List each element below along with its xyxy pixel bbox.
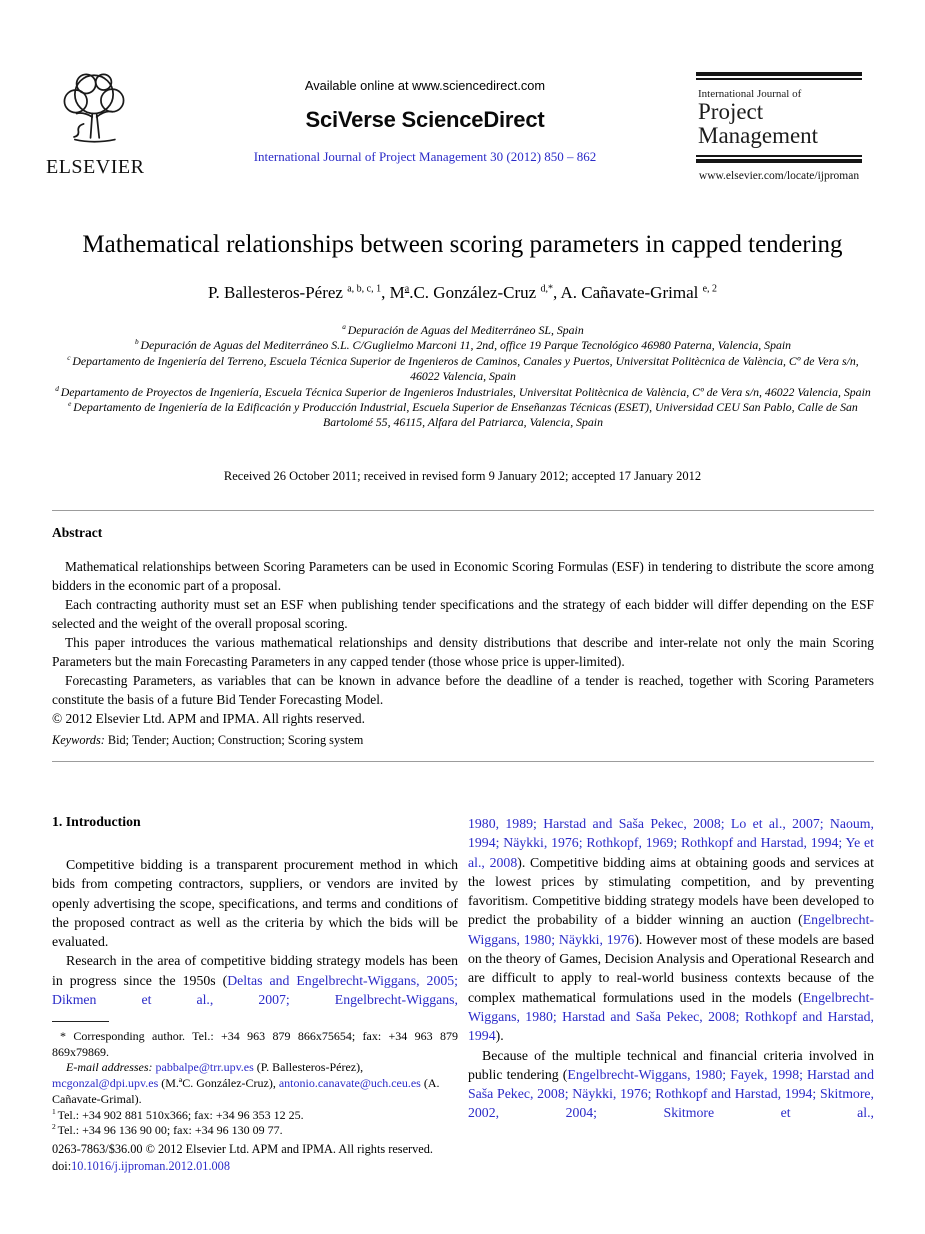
rule-thick <box>696 159 862 163</box>
abstract-heading: Abstract <box>52 525 103 540</box>
text-segment: (M.ªC. González-Cruz), <box>158 1076 279 1091</box>
section-heading: 1. Introduction <box>52 814 141 829</box>
affiliations <box>52 323 874 431</box>
elsevier-logo <box>46 70 145 179</box>
right-column <box>468 814 874 1123</box>
affiliation-c <box>52 354 874 385</box>
keywords-line <box>52 733 874 748</box>
superscript: e <box>68 399 74 409</box>
divider <box>52 510 874 511</box>
journal-citation-link[interactable]: International Journal of Project Management 30 (2012) 850 – 862 <box>253 149 597 164</box>
text-segment: Departamento de Ingeniería de la Edificación y Producción Industrial, Escuela Superior de Enseñanzas Técnicas (ESET), Universidad CEU San Pablo, Calle de San Bartolomé 55, 46115, Alfara del Patriarca, Valencia, Spain <box>73 400 858 430</box>
citation-link[interactable]: 1980, 1989; Harstad and Saša Pekec, 2008; Lo et al., 2007; Naoum, 1994; Näykki, 1976; Rothkopf, 1969; Rothkopf and Harstad, 1994; Ye et al., 2008 <box>468 816 874 870</box>
text-segment: ). However most of these models are based on the theory of Games, Decision Analysis and Operational Research and are difficult to apply to real-world business contexts because of the complex mathematical formulations used in the models ( <box>468 931 875 1005</box>
text-segment: ). Competitive bidding aims at obtaining goods and services at the lowest prices by stimulating competition, and by preventing favoritism. Competitive bidding strategy models have been developed to predict the probability of a bidder winning an auction ( <box>468 854 874 928</box>
text-segment: (P. Ballesteros-Pérez), <box>253 1060 364 1075</box>
abstract-paragraph: Each contracting authority must set an ESF when publishing tender specifications and the strategy of each bidder will differ depending on the ESF selected and the weight of the overall proposal scoring. <box>52 597 874 631</box>
issn-copyright-line: 0263-7863/$36.00 © 2012 Elsevier Ltd. APM and IPMA. All rights reserved. <box>52 1142 433 1156</box>
citation-link[interactable]: Engelbrecht-Wiggans, 1980; Fayek, 1998; Harstad and Saša Pekec, 2008; Näykki, 1976; Rothkopf and Harstad, 1994; Skitmore, 2002, 2004; Skitmore et al., <box>468 1066 874 1121</box>
corresponding-author-note: * Corresponding author. Tel.: +34 963 879 866x75654; fax: +34 963 879 869x79869. <box>52 1029 458 1059</box>
text-segment: Depuración de Aguas del Mediterráneo SL, Spain <box>347 323 584 337</box>
superscript: b <box>134 337 141 347</box>
email-link[interactable]: pabbalpe@trr.upv.es <box>155 1060 254 1075</box>
elsevier-tree-icon <box>49 70 139 150</box>
divider <box>52 761 874 762</box>
footnotes <box>52 1021 458 1139</box>
text-segment: .C. González-Cruz <box>409 283 541 302</box>
keywords-text: Bid; Tender; Auction; Construction; Scoring system <box>104 733 364 747</box>
article-title: Mathematical relationships between scoring parameters in capped tendering <box>82 231 843 258</box>
email-link[interactable]: antonio.canavate@uch.ceu.es <box>278 1076 421 1091</box>
footnote-divider <box>52 1021 109 1022</box>
text-segment: P. Ballesteros-Pérez <box>207 283 348 302</box>
left-column <box>52 814 458 1009</box>
abstract-paragraph: Mathematical relationships between Scoring Parameters can be used in Economic Scoring Formulas (ESF) in tendering to distribute the score among bidders in the economic part of a proposal. <box>52 559 874 593</box>
elsevier-wordmark: ELSEVIER <box>46 156 145 178</box>
citation-link[interactable]: Engelbrecht-Wiggans, 1980; Näykki, 1976 <box>468 912 874 947</box>
superscript: d <box>55 383 61 393</box>
sciverse-sciencedirect-logo: SciVerse ScienceDirect <box>305 107 545 132</box>
text-segment: , M <box>381 283 405 302</box>
text-segment: Depuración de Aguas del Mediterráneo S.L. C/Guglielmo Marconi 11, 2nd, office 19 Parque Tecnológico 46980 Paterna, Valencia, Spain <box>140 338 792 353</box>
affiliation-b <box>52 338 874 353</box>
abstract-text <box>52 557 874 728</box>
citation-link[interactable]: Engelbrecht-Wiggans, 1980; Harstad and Saša Pekec, 2008; Rothkopf and Harstad, 1994 <box>468 989 874 1044</box>
keywords-label: Keywords: <box>52 733 105 747</box>
superscript: a, b, c, 1 <box>347 283 382 295</box>
text-segment: Because of the multiple technical and financial criteria involved in public tendering ( <box>468 1047 874 1082</box>
journal-box-title-line2: Management <box>698 123 819 148</box>
journal-box-kicker: International Journal of <box>698 88 802 100</box>
body-paragraph <box>468 814 874 1046</box>
author-line <box>0 283 925 303</box>
text-segment: Departamento de Proyectos de Ingeniería, Escuela Técnica Superior de Ingenieros Industriales, Universitat Politècnica de València, Cº de Vera s/n, 46022 Valencia, Spain <box>60 384 871 399</box>
footer <box>52 1141 512 1174</box>
superscript: 2 <box>52 1122 58 1132</box>
abstract-paragraph: Forecasting Parameters, as variables that can be known in advance before the deadline of a tender is reached, together with Scoring Parameters constitute the basis of a future Bid Tender Forecasting Model. <box>52 673 874 707</box>
rule-thick <box>696 72 862 76</box>
abstract-copyright: © 2012 Elsevier Ltd. APM and IPMA. All rights reserved. <box>52 711 365 726</box>
text-segment: Tel.: +34 902 881 510x366; fax: +34 96 353 12 25. <box>57 1107 304 1122</box>
journal-cover-box <box>696 72 862 182</box>
text-segment: doi: <box>52 1158 72 1173</box>
superscript: a <box>342 322 348 332</box>
body-paragraph: Competitive bidding is a transparent procurement method in which bids from competing contractors, suppliers, or vendors are invited by openly advertising the scope, specifications, and terms and conditions of the proposed contract as well as the criteria by which the bids will be evaluated. <box>52 857 458 950</box>
rule-thin <box>696 155 862 157</box>
text-segment: , A. Cañavate-Grimal <box>552 283 703 302</box>
affiliation-a <box>52 323 874 338</box>
affiliation-d <box>52 385 874 400</box>
footnote-2 <box>52 1123 458 1139</box>
citation-link[interactable]: Deltas and Engelbrecht-Wiggans, 2005; Dikmen et al., 2007; Engelbrecht-Wiggans, <box>52 972 458 1008</box>
text-segment: Departamento de Ingeniería del Terreno, Escuela Técnica Superior de Ingenieros de Caminos, Canales y Puertos, Universitat Politècnica de València, Cº de Vera s/n, 46022 Valencia, Spain <box>72 353 859 384</box>
superscript: c <box>67 352 73 362</box>
journal-url: www.elsevier.com/locate/ijproman <box>698 170 860 182</box>
body-paragraph <box>52 951 458 1009</box>
abstract-paragraph: This paper introduces the various mathematical relationships and density distributions that describe and inter-relate not only the main Scoring Parameters but the main Forecasting Parameters in any capped tender (those whose price is upper-limited). <box>52 635 874 669</box>
text-segment: E-mail addresses: <box>66 1060 156 1075</box>
text-segment: (A. Cañavate-Grimal). <box>52 1076 440 1106</box>
superscript: d,* <box>540 283 553 295</box>
body-paragraph <box>468 1046 874 1123</box>
text-segment: Tel.: +34 96 136 90 00; fax: +34 96 130 09 77. <box>57 1123 283 1138</box>
text-segment: ). <box>495 1028 504 1044</box>
doi-line <box>52 1158 512 1175</box>
received-dates: Received 26 October 2011; received in revised form 9 January 2012; accepted 17 January 2012 <box>223 469 702 483</box>
footnote-1 <box>52 1108 458 1124</box>
superscript: a <box>404 283 410 295</box>
header-center <box>170 78 680 165</box>
doi-link[interactable]: 10.1016/j.ijproman.2012.01.008 <box>71 1158 230 1173</box>
journal-box-title-line1: Project <box>698 99 764 124</box>
superscript: e, 2 <box>702 283 718 295</box>
text-segment: Research in the area of competitive bidding strategy models has been in progress since the 1950s ( <box>52 953 458 988</box>
superscript: 1 <box>52 1106 58 1116</box>
available-online-text: Available online at www.sciencedirect.com <box>304 78 546 93</box>
email-link[interactable]: mcgonzal@dpi.upv.es <box>52 1076 159 1091</box>
email-addresses-note <box>52 1060 458 1107</box>
rule-thin <box>696 78 862 80</box>
affiliation-e <box>52 400 874 431</box>
